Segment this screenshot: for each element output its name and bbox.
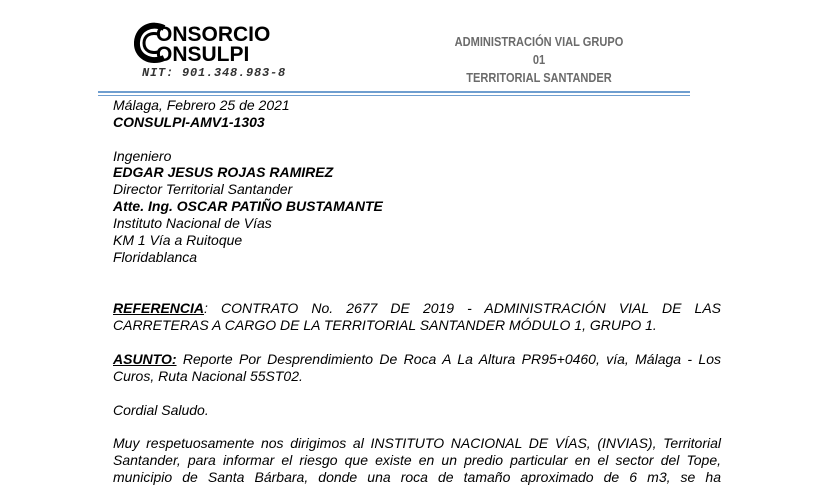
header-title-line2: TERRITORIAL SANTANDER <box>466 70 612 85</box>
company-logo <box>134 20 304 86</box>
asunto-line1 <box>113 351 721 368</box>
greeting: Cordial Saludo. <box>113 402 209 418</box>
header-rule-thick <box>98 91 690 93</box>
attention-line: Atte. Ing. OSCAR PATIÑO BUSTAMANTE <box>113 198 383 214</box>
header-title <box>450 33 629 87</box>
logo-text-line2: ONSULPI <box>156 43 250 66</box>
referencia-line1 <box>113 300 721 317</box>
referencia-text1: : CONTRATO No. 2677 DE 2019 - ADMINISTRACIÓN VIAL DE LAS <box>204 300 721 316</box>
recipient-address: KM 1 Vía a Ruitoque <box>113 232 243 248</box>
logo-text-line1: ONSORCIO <box>156 23 271 46</box>
nit-number: NIT: 901.348.983-8 <box>142 66 287 80</box>
recipient-name: EDGAR JESUS ROJAS RAMIREZ <box>113 164 334 180</box>
asunto-label: ASUNTO: <box>113 351 177 367</box>
recipient-role: Director Territorial Santander <box>113 181 293 197</box>
asunto-line2: Curos, Ruta Nacional 55ST02. <box>113 368 303 384</box>
body-line1: Muy respetuosamente nos dirigimos al INSTITUTO NACIONAL DE VÍAS, (INVIAS), Territorial <box>113 435 721 451</box>
recipient-org: Instituto Nacional de Vías <box>113 215 272 231</box>
header-rule-thin <box>98 95 690 96</box>
asunto-text1: Reporte Por Desprendimiento De Roca A La Altura PR95+0460, vía, Málaga - Los <box>176 351 721 367</box>
letter-ref-code: CONSULPI-AMV1-1303 <box>113 114 265 130</box>
recipient-city: Floridablanca <box>113 249 198 265</box>
body-line3: municipio de Santa Bárbara, donde una roca de tamaño aproximado de 6 m3, se ha <box>113 469 721 485</box>
header-title-line1: ADMINISTRACIÓN VIAL GRUPO 01 <box>454 34 624 67</box>
recipient-title: Ingeniero <box>113 148 172 164</box>
referencia-label: REFERENCIA <box>113 300 205 316</box>
referencia-line2: CARRETERAS A CARGO DE LA TERRITORIAL SANTANDER MÓDULO 1, GRUPO 1. <box>113 317 657 333</box>
body-line2: Santander, para informar el riesgo que existe en un predio particular en el sector del Tope, <box>113 452 721 468</box>
letter-date: Málaga, Febrero 25 de 2021 <box>113 97 290 113</box>
